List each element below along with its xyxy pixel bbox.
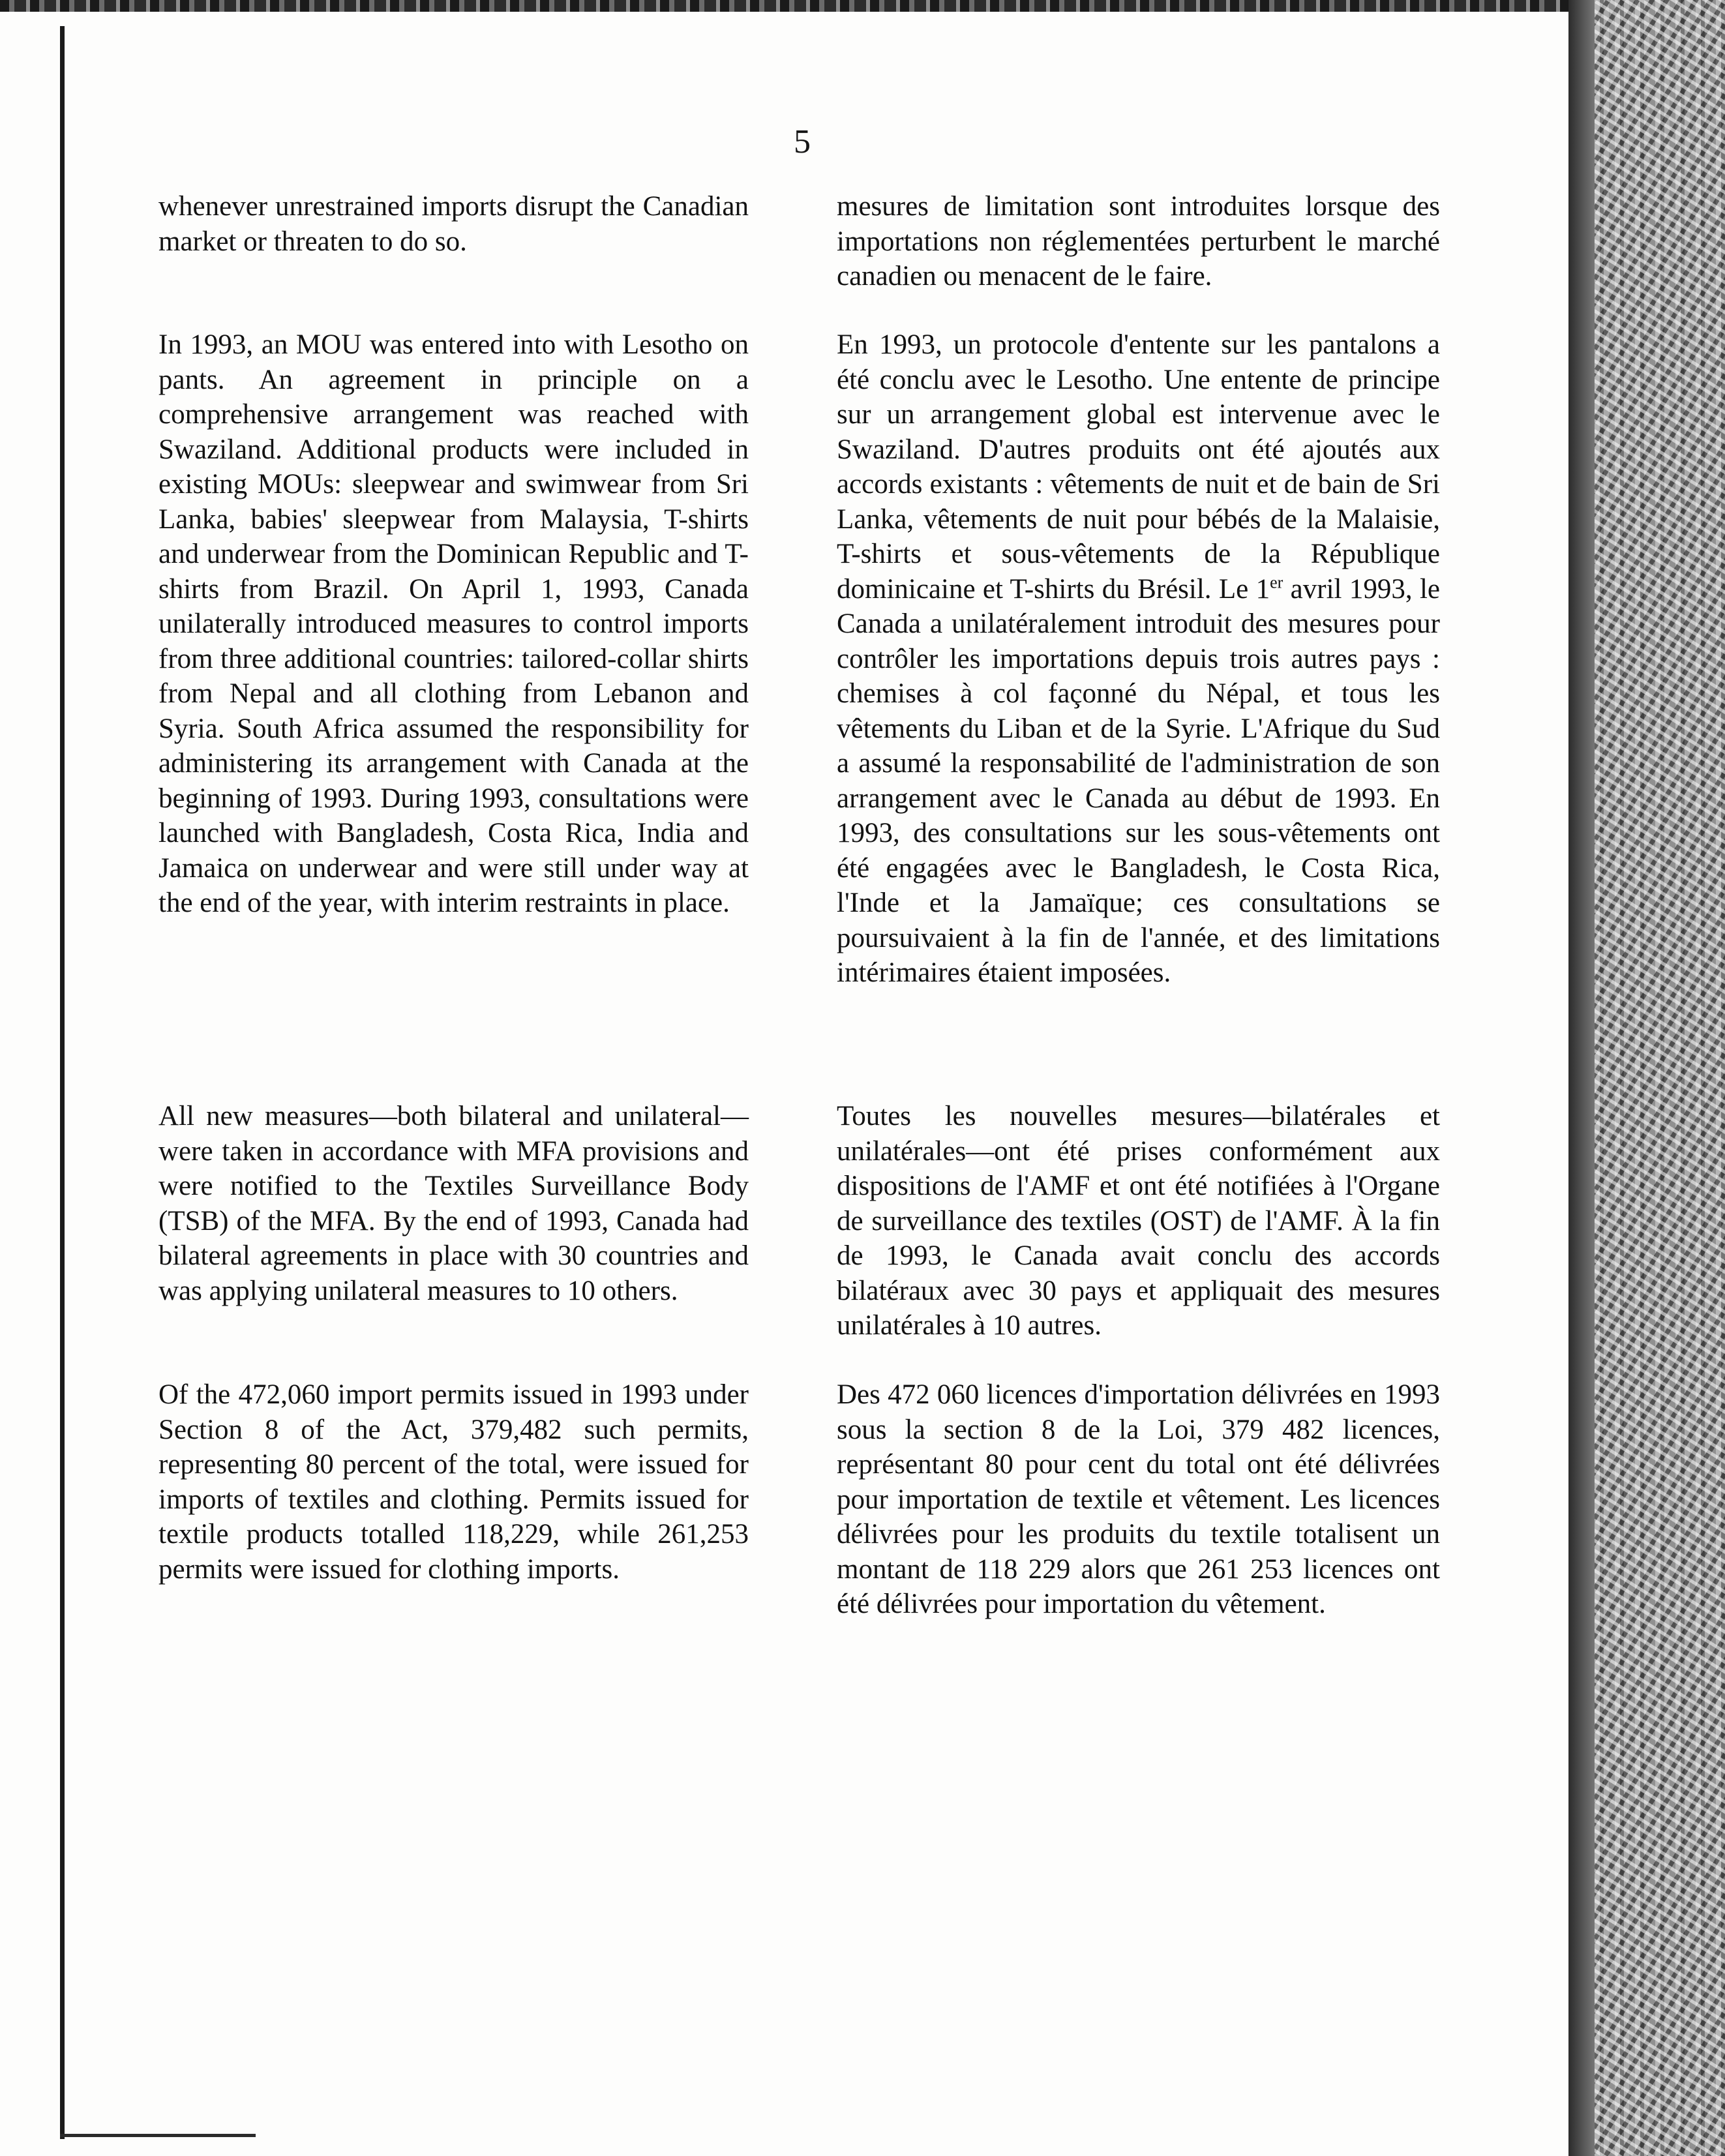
french-paragraph-2-part-a: En 1993, un protocole d'entente sur les pantalons a été conclu avec le Lesotho. Une entente de principe sur un arrangement global est intervenue avec le Swaziland. D'autres produits ont été ajoutés aux accords existants : vêtements de nuit et de bain de Sri Lanka, vêtements de nuit pour bébés de la Malaisie, T-shirts et sous-vêtements de la République dominicaine et T-shirts du Brésil. Le 1 — [837, 329, 1440, 605]
french-paragraph-3: Toutes les nouvelles mesures—bilatérales et unilatérales—ont été prises conformément aux dispositions de l'AMF et ont été notifiées à l'Organe de surveillance des textiles (OST) de l'AMF. À la fin de 1993, le Canada avait conclu des accords bilatéraux avec 30 pays et appliquait des mesures unilatérales à 10 autres. — [837, 1101, 1440, 1341]
english-paragraph-2: In 1993, an MOU was entered into with Lesotho on pants. An agreement in principle on a comprehensive arrangement was reached with Swaziland. Additional products were included in existing MOUs: sleepwear and swimwear from Sri Lanka, babies' sleepwear from Malaysia, T-shirts and underwear from the Dominican Republic and T-shirts from Brazil. On April 1, 1993, Canada unilaterally introduced measures to control imports from three additional countries: tailored-collar shirts from Nepal and all clothing from Lebanon and Syria. South Africa assumed the responsibility for administering its arrangement with Canada at the beginning of 1993. During 1993, consultations were launched with Bangladesh, Costa Rica, India and Jamaica on underwear and were still under way at the end of the year, with interim restraints in place. — [158, 329, 749, 918]
english-paragraph-1: whenever unrestrained imports disrupt the Canadian market or threaten to do so. — [158, 191, 749, 257]
french-paragraph-2 — [837, 327, 1440, 991]
scan-right-shadow — [1568, 0, 1595, 2156]
french-ordinal-superscript: er — [1270, 573, 1283, 592]
scan-top-edge — [0, 0, 1617, 12]
english-paragraph-4: Of the 472,060 import permits issued in 1993 under Section 8 of the Act, 379,482 such permits, representing 80 percent of the total, were issued for imports of textiles and clothing. Permits issued for textile products totalled 118,229, while 261,253 permits were issued for clothing imports. — [158, 1379, 749, 1585]
english-paragraph-3: All new measures—both bilateral and unilateral—were taken in accordance with MFA provisions and were notified to the Textiles Surveillance Body (TSB) of the MFA. By the end of 1993, Canada had bilateral agreements in place with 30 countries and was applying unilateral measures to 10 others. — [158, 1101, 749, 1306]
french-paragraph-2-part-b: avril 1993, le Canada a unilatéralement introduit des mesures pour contrôler les importations depuis trois autres pays : chemises à col façonné du Népal, et tous les vêtements du Liban et de la Syrie. L'Afrique du Sud a assumé la responsabilité de l'administration de son arrangement avec le Canada au début de 1993. En 1993, des consultations sur les sous-vêtements ont été engagées avec le Bangladesh, le Costa Rica, l'Inde et la Jamaïque; ces consultations se poursuivaient à la fin de l'année, et des limitations intérimaires étaient imposées. — [837, 573, 1440, 988]
french-paragraph-4: Des 472 060 licences d'importation délivrées en 1993 sous la section 8 de la Loi, 379 482 licences, représentant 80 pour cent du total ont été délivrées pour importation de textile et vêtement. Les licences délivrées pour les produits du textile totalisent un montant de 118 229 alors que 261 253 licences ont été délivrées pour importation du vêtement. — [837, 1379, 1440, 1619]
french-paragraph-1: mesures de limitation sont introduites lorsque des importations non réglementées perturbent le marché canadien ou menacent de le faire. — [837, 191, 1440, 292]
page-number: 5 — [794, 123, 811, 160]
binding-rule — [60, 26, 65, 2139]
binding-rule-foot — [60, 2134, 256, 2137]
